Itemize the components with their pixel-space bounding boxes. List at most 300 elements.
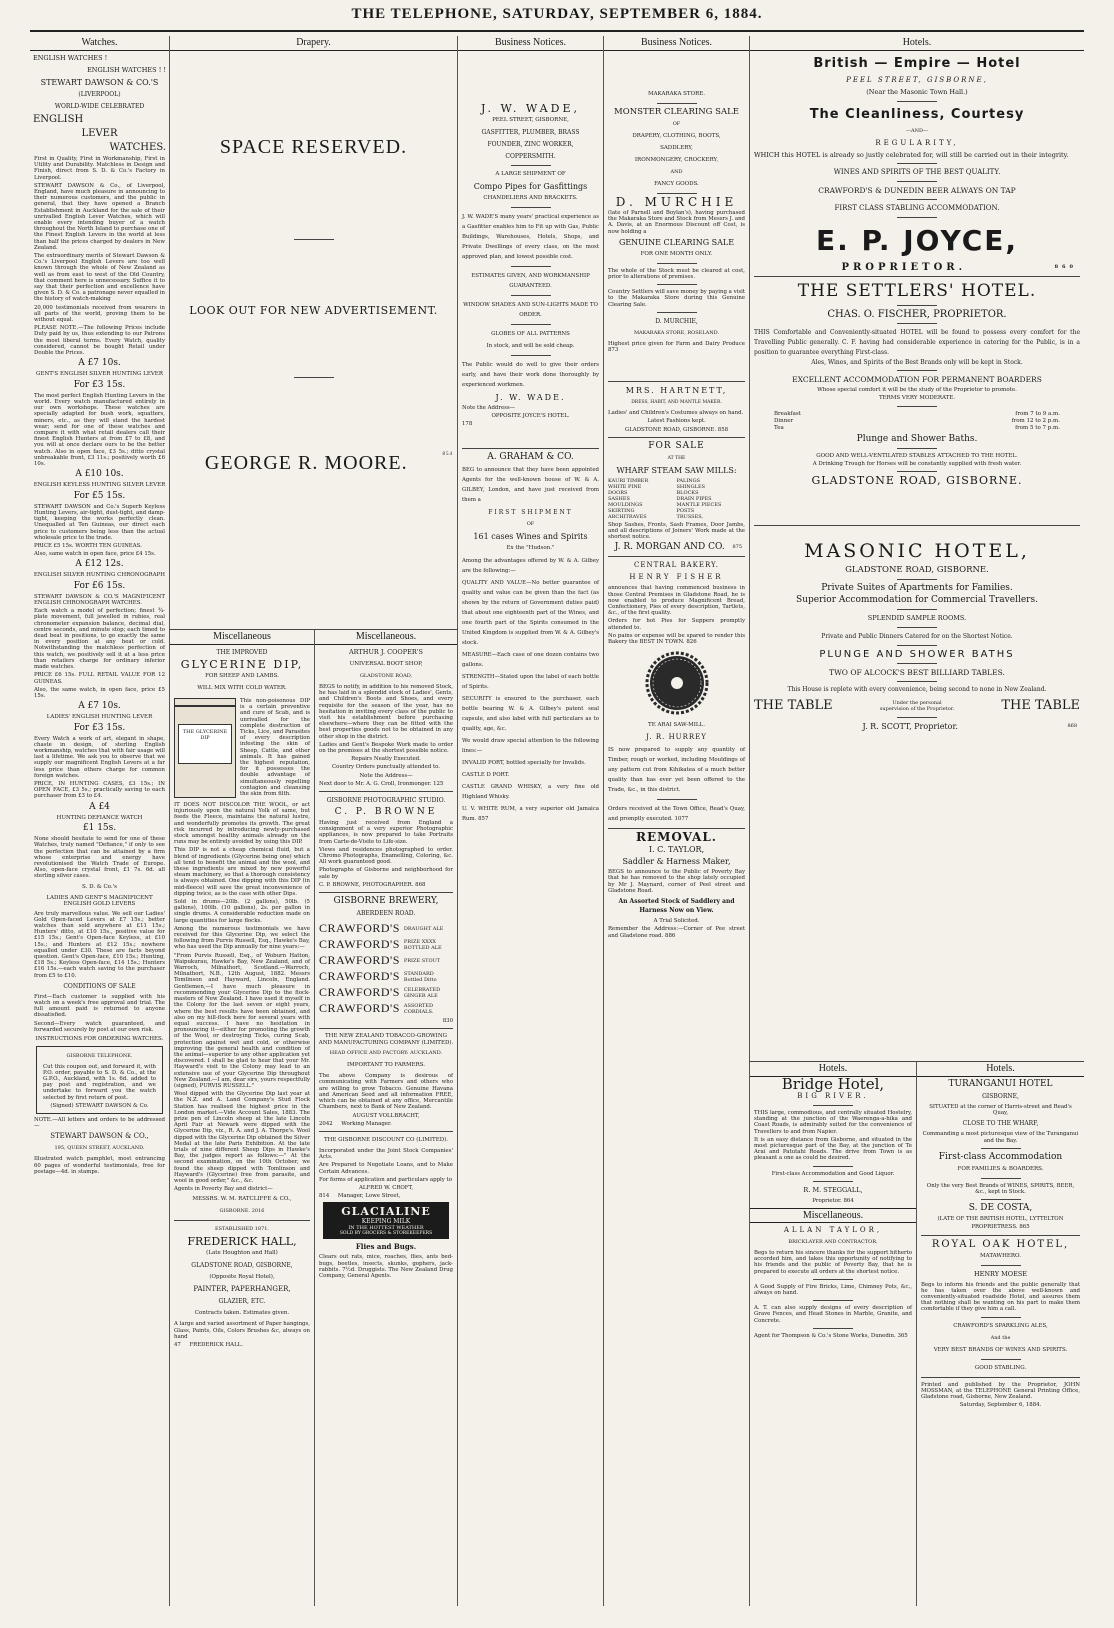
trade: FOUNDER, ZINC WORKER, xyxy=(487,141,574,148)
heading: British — Empire — Hotel xyxy=(813,56,1021,71)
paragraph: Are Prepared to Negotiate Loans, and to Make Certain Advances. xyxy=(319,1162,453,1175)
divider xyxy=(981,1148,1021,1149)
paragraph: BEGS to announce to the Public of Poverty Bay that he has removed to the shop lately occupied by Mr J. Maynard, corner of Peel street and Gladstone Road. xyxy=(608,869,745,894)
agent-name: MESSRS. W. M. RATCLIFFE & CO., xyxy=(192,1196,292,1203)
subheading: Contracts taken. Estimates given. xyxy=(194,1310,290,1317)
signature-title: Manager, Lowe Street, xyxy=(337,1193,401,1200)
divider xyxy=(657,103,697,104)
ad-number: 868 xyxy=(1067,723,1077,730)
subheading: AT THE xyxy=(667,455,686,461)
tin-rim xyxy=(175,705,235,707)
paragraph: Ladies' and Children's Costumes always on hand. xyxy=(608,410,744,417)
crawfords-row xyxy=(319,953,453,968)
crawfords-row xyxy=(319,985,453,1000)
divider xyxy=(319,1131,453,1132)
masthead: THE TELEPHONE, SATURDAY, SEPTEMBER 6, 1884. xyxy=(351,6,763,22)
subheading: THE IMPROVED xyxy=(216,649,268,656)
advertiser-name: J. R. MORGAN AND CO. xyxy=(614,542,725,553)
meal-time: from 5 to 7 p.m. xyxy=(1015,424,1060,431)
subheading: SPLENDID SAMPLE ROOMS. xyxy=(867,614,967,623)
subheading: WORLD-WIDE CELEBRATED xyxy=(54,103,145,110)
section-head: Miscellaneous. xyxy=(750,1208,916,1223)
ad-number: 873 xyxy=(608,347,619,354)
divider xyxy=(294,377,334,378)
paragraph: Each watch a model of perfection; finest ¾-plate movement, full jewelled in rubies, real chronometer expansion balance, decimal dial, centre seconds, and minute stop; each timed to dead beat in positions, to go exactly the same in every position at any heat or cold. Notwithstanding the matchless perfection of this watch, we positively sell it at a less price than retailers charge for ordinary inferior made watches. xyxy=(34,608,165,671)
signature: R. M. STEGGALL, xyxy=(803,1185,863,1194)
subheading: IMPORTANT TO FARMERS. xyxy=(346,1062,426,1069)
divider xyxy=(897,217,937,218)
paragraph xyxy=(462,804,599,824)
paragraph: J. W. WADE'S many years' practical experience as a Gasfitter enables him to Fit up with Gas, Public Buildings, Warehouses, Hotels, Shops, and Private Dwellings of every class, on the most approved plan, and lowest possible cost. xyxy=(462,214,599,260)
glacialine-line: KEEPING MILK xyxy=(361,1218,411,1226)
paragraph: PRICE, IN HUNTING CASES, £3 15s.; IN OPEN FACE, £3 5s.; practically saving to each purchaser from £3 to £4. xyxy=(34,781,165,800)
paragraph: Ladies and Gent's Bespoke Work made to order on the premises at the shortest possible notice. xyxy=(319,741,453,755)
column-head: Business Notices. xyxy=(604,36,749,51)
divider xyxy=(897,627,937,628)
paragraph: IT DOES NOT DISCOLOR THE WOOL, or act injuriously upon the natural Yolk of same, but feeds the Fleece, maintains the natural lustre, and wonderfully promotes its growth. The great risk incurred by introducing newly-purchased stock amongst healthy animals already on the runs may be entirely avoided by using this DIP. xyxy=(174,802,310,846)
heading: Bridge Hotel, xyxy=(781,1075,885,1093)
subheading: Private Suites of Apartments for Families. xyxy=(821,583,1013,594)
divider xyxy=(319,892,453,893)
paragraph: QUALITY AND VALUE—No better guarantee of quality and value can be given than the fact (as shown by the return of Government duties paid) that about one eighteenth part of the Wines, and one fourth part of the Spirits consumed in the United Kingdom is supplied from W. & A. Gilbey's stock. xyxy=(462,579,599,646)
paragraph: Note the Address— xyxy=(359,772,413,779)
subheading: Private and Public Dinners Catered for on the Shortest Notice. xyxy=(821,633,1013,641)
price: £1 15s. xyxy=(82,823,117,834)
divider xyxy=(754,276,1080,277)
subheading: HEAD OFFICE AND FACTORY: AUCKLAND. xyxy=(329,1050,443,1057)
ad-number: 860 xyxy=(1054,264,1077,270)
subheading: WINES AND SPIRITS OF THE BEST QUALITY. xyxy=(833,168,1001,176)
crawfords-kind: PRIZE STOUT xyxy=(403,957,441,964)
address: GLADSTONE ROAD, GISBORNE. xyxy=(845,565,989,576)
table-note: Under the personal supervision of the Proprietor. xyxy=(879,699,955,712)
trade: GLAZIER, ETC. xyxy=(218,1298,266,1306)
paragraph xyxy=(608,633,745,645)
column-misc-1 xyxy=(170,630,315,1606)
heading: E. P. JOYCE, xyxy=(815,224,1019,257)
subheading: An Assorted Stock of Saddlery and Harness Now on View. xyxy=(618,898,735,915)
paragraph: PLEASE NOTE.—The following Prices include Duty paid by us, thus extending to our Patrons the most liberal terms. Every Watch, quality considered, cannot be bought Retail under Double the Prices. xyxy=(34,325,165,357)
paragraph: We would draw special attention to the following lines:— xyxy=(462,737,599,754)
paragraph: PRICE £6 15s. FULL RETAIL VALUE FOR 12 GUINEAS. xyxy=(34,672,165,685)
heading: THE GISBORNE DISCOUNT CO (LIMITED). xyxy=(323,1136,449,1143)
glacialine-banner xyxy=(323,1202,449,1239)
address xyxy=(173,1207,311,1216)
subheading: REGULARITY, xyxy=(875,139,959,147)
subheading: CHAS. O. FISCHER, PROPRIETOR. xyxy=(827,309,1007,320)
subheading: CONDITIONS OF SALE xyxy=(63,982,136,990)
crawfords-kind: CELEBRATED GINGER ALE xyxy=(403,986,441,999)
paragraph: CASTLE GRAND WHISKY, a very fine old Highland Whisky. xyxy=(462,783,599,800)
ad-number: 886 xyxy=(665,932,676,939)
subheading: —AND— xyxy=(906,128,928,134)
subheading: (Late Houghton and Hall) xyxy=(206,1250,278,1257)
heading: J. W. WADE, xyxy=(481,102,580,115)
paragraph xyxy=(608,926,745,938)
ad-number: 125 xyxy=(433,780,444,787)
paragraph: This non-poisonous DIP is a certain preventive and cure of Scab, and is unrivalled for the complete destruction of Ticks, Lice, and Parasites of every description infesting the skin of Sheep, Cattle, and other animals. It has gained the highest reputation, for it possesses the double advantage of simultaneously repelling contagion and cleansing the skin from filth. xyxy=(240,698,310,798)
divider xyxy=(813,1328,853,1329)
heading: GENUINE CLEARING SALE xyxy=(618,237,735,247)
address: PEEL STREET, GISBORNE, xyxy=(846,76,988,84)
heading: MRS. HARTNETT, xyxy=(625,386,728,396)
crawfords-name: CRAWFORD'S xyxy=(319,969,400,984)
divider xyxy=(294,239,334,240)
subheading: HENRY MOESE xyxy=(973,1269,1028,1278)
paragraph: This DIP is not a cheap chemical fluid, but a blend of ingredients (Glycerine being one) which all tend to benefit the animal and the wool, and these ingredients are mixed by new powerful steam machinery, so that a thorough consistency is always obtained. One dipping with this DIP (in mid-fleece) will save the great inconvenience of dipping twice, as is the case with other Dips. xyxy=(174,847,310,897)
subheading: WILL MIX WITH COLD WATER. xyxy=(197,685,287,691)
paragraph: Also, same watch in open face, price £4 15s. xyxy=(34,551,156,558)
meal-row xyxy=(774,411,1060,418)
heading: MONSTER CLEARING SALE xyxy=(614,107,739,117)
heading: THE SETTLERS' HOTEL. xyxy=(797,281,1037,301)
paragraph xyxy=(608,341,745,353)
meal-row xyxy=(774,418,1060,425)
paragraph xyxy=(319,1121,453,1127)
paragraph: Also, the same watch, in open face, price £5 15s. xyxy=(34,686,165,699)
crawfords-kind: STANDARD Bottled Ditto xyxy=(403,970,437,983)
timber-item: MANTLE PIECES xyxy=(676,501,722,508)
heading: TURANGANUI HOTEL xyxy=(948,1079,1053,1089)
timber-item: BLOCKS xyxy=(676,489,699,496)
heading: WATCHES. xyxy=(109,142,166,153)
subheading: SADDLERY, xyxy=(660,145,693,151)
paragraph: THIS large, commodious, and centrally situated Hostelry, standing at the junction of the Waerenga-a-hika and Coast Roads, is admirably suited for the convenience of Travellers to and from Napier. xyxy=(754,1110,912,1135)
divider xyxy=(897,406,937,407)
ad-number: 1077 xyxy=(674,816,689,823)
paragraph: A Drinking Trough for Horses will be constantly supplied with fresh water. xyxy=(812,460,1022,467)
paragraph: Note the Address— xyxy=(462,405,516,411)
paragraph: WINDOW SHADES AND SUN-LIGHTS MADE TO ORDER. xyxy=(463,302,598,318)
ad-number: 2042 xyxy=(319,1120,333,1127)
glacialine-line: IN THE HOTTEST WEATHER xyxy=(348,1225,424,1232)
paragraph: INVALID PORT, bottled specially for Invalids. xyxy=(462,759,586,766)
divider xyxy=(981,1199,1021,1200)
paragraph: A Good Supply of Fire Bricks, Lime, Chimney Pots, &c., always on hand. xyxy=(754,1283,912,1297)
subheading: Ex the "Hudson." xyxy=(506,544,555,551)
paragraph: Repairs Neatly Executed. xyxy=(351,756,421,763)
divider xyxy=(981,1317,1021,1318)
paragraph: Agents in Poverty Bay and district— xyxy=(174,1186,273,1193)
heading: MASONIC HOTEL, xyxy=(804,540,1030,563)
address: 195, QUEEN STREET, AUCKLAND. xyxy=(54,1145,145,1152)
glacialine-line: SOLD BY GROCERS & STOREKEEPERS xyxy=(339,1231,433,1237)
heading: GISBORNE PHOTOGRAPHIC STUDIO. xyxy=(326,797,446,805)
item-title: ENGLISH KEYLESS HUNTING SILVER LEVER xyxy=(33,482,166,489)
timber-item: WHITE PINE xyxy=(608,483,642,490)
paragraph: Cut this coupon out, and forward it, with P.O. order, payable to S. D. & Co., at the G.P.O., Auckland, with 1s. 6d. added to pay post and registration, and we undertake to forward you the watch selected by first return of post. xyxy=(43,1063,156,1101)
address: GLADSTONE ROAD, xyxy=(359,673,413,679)
paragraph: Shop Sashes, Fronts, Sash Frames, Door Jambs, and all descriptions of Joiners' Work made at the shortest notice. xyxy=(608,521,745,541)
column-drapery xyxy=(170,36,458,630)
crawfords-row xyxy=(319,921,453,936)
divider xyxy=(657,193,697,194)
saw-blade-icon xyxy=(645,651,709,715)
divider xyxy=(813,1300,853,1301)
ad-number: 875 xyxy=(732,544,742,551)
item-title: GENT'S ENGLISH SILVER HUNTING LEVER xyxy=(36,371,163,378)
subheading: CHANDELIERS AND BRACKETS. xyxy=(483,195,578,201)
paragraph: It is an easy distance from Gisborne, and situated in the most picturesque part of the Bay, at the junction of Te Arai and Patutahi Roads. The drive from Town is as pleasant a one as could be desired. xyxy=(754,1136,912,1162)
paragraph: Every Watch a work of art, elegant in shape, chaste in design, of sterling English workmanship, watches that with fair usage will last a lifetime. We ask you to observe that we supply our magnificent English Levers at a far less price than others charge for common foreign watches. xyxy=(34,735,165,779)
timber-item: DOORS xyxy=(608,489,628,496)
meal-time: from 7 to 9 a.m. xyxy=(1015,410,1060,417)
subheading: DRESS, HABIT, AND MANTLE MAKER. xyxy=(631,400,722,406)
divider xyxy=(462,448,599,449)
meal-time: from 12 to 2 p.m. xyxy=(1011,417,1060,424)
trade: GASFITTER, PLUMBER, BRASS xyxy=(481,129,580,136)
timber-item: SASHES xyxy=(608,495,630,502)
price: A £12 12s. xyxy=(75,559,124,570)
address: MAKARAKA STORE, ROSELAND. xyxy=(633,329,720,336)
ad-number: 858 xyxy=(717,426,729,433)
divider xyxy=(657,284,697,285)
heading xyxy=(607,543,746,552)
divider xyxy=(897,305,937,306)
heading: LEVER xyxy=(81,128,118,139)
divider xyxy=(921,1235,1080,1236)
divider xyxy=(981,1178,1021,1179)
divider xyxy=(897,717,937,718)
divider xyxy=(608,556,745,557)
trade: PAINTER, PAPERHANGER, xyxy=(193,1285,291,1294)
crawfords-kind: DRAUGHT ALE xyxy=(403,925,444,932)
heading: C. P. BROWNE xyxy=(334,807,438,818)
paragraph: Sold in drums—20lb. (2 gallons), 50lb. (5 gallons), 100lb. (10 gallons), 2s. per gallon in single drums. A considerable reduction made on large quantities for large flocks. xyxy=(174,899,310,924)
imprint-date: Saturday, September 6, 1884. xyxy=(959,1402,1042,1409)
crawfords-name: CRAWFORD'S xyxy=(319,985,400,1000)
address-text: Remember the Address:—Corner of Pee street and Gladstone road. xyxy=(608,926,745,939)
heading: ALLAN TAYLOR, xyxy=(783,1226,883,1235)
paragraph: First in Quality, First in Workmanship, First in Utility and Durability. Matchless in Design and Finish, direct from S. D. & Co.'s Factory in Liverpool. xyxy=(34,156,165,181)
heading: Saddler & Harness Maker, xyxy=(622,857,731,867)
price: A £10 10s. xyxy=(75,469,124,480)
paragraph: NOTE.—All letters and orders to be addressed— xyxy=(34,1116,165,1130)
paragraph: Wool dipped with the Glycerine Dip last year at the N.Z. and A. Land Company's Stud Flock Station has realised the highest price in the London market.—Vide Account Sales, 1883. The prize pen of Lincoln sheep at the late Lincoln April Fair at Newark were dipped with the Glycerine Dip, viz., R. A. and J. A. Thorpe's. Wool dipped with the Glycerine Dip obtained the Silver Medal at the late Paris Exhibition. At the late trials of nine different Sheep Dips in Hawke's Bay, the judges report as follows:—" At the second examination, on the 10th October, we found the sheep dipped with Tomlinson and Hayward's (Glycerine) free from parasite, and wool in good order," &c., &c. xyxy=(174,1091,310,1184)
paragraph: Only the very Best Brands of WINES, SPIRITS, BEER, &c., kept in Stock. xyxy=(926,1182,1075,1196)
divider xyxy=(813,1166,853,1167)
subheading: FOR FAMILIES & BOARDERS. xyxy=(957,1165,1044,1172)
paragraph xyxy=(754,1198,912,1204)
proprietor-name: J. R. SCOTT, Proprietor. xyxy=(862,722,958,732)
heading: D. MURCHIE xyxy=(615,195,738,209)
signature: J. W. WADE. xyxy=(495,393,566,402)
item-title: LADIES' ENGLISH HUNTING LEVER xyxy=(46,714,153,721)
subheading: CRAWFORD'S & DUNEDIN BEER ALWAYS ON TAP xyxy=(818,186,1016,195)
subheading: S. D. & Co.'s xyxy=(82,883,117,890)
paragraph: Begs to inform his friends and the public generally that he has taken over the above well-known and conveniently-situated roadside Hotel, and assures them that nothing shall be wanting on his part to make them comfortable if they give him a call. xyxy=(921,1281,1080,1313)
table-banner xyxy=(754,698,1080,713)
agent-text: Agent for Thompson & Co.'s Stone Works, Dunedin. xyxy=(754,1332,896,1339)
subheading: VERY BEST BRANDS OF WINES AND SPIRITS. xyxy=(933,1346,1068,1353)
divider xyxy=(511,324,551,325)
advertiser-name: C. P. BROWNE, PHOTOGRAPHER. xyxy=(319,881,414,888)
paragraph: "From Purvis Russell, Esq., of Woburn Hatton, Waipukurau, Hawke's Bay, New Zealand, and of Warroch, Milnathort, Scotland.—Warroch, Milnathort, N.B., 12th August, 1882. Messrs Tomlinson and Hayward, Lincoln, England. Gentlemen,—I have much pleasure in recommending your Glycerine Dip to the flock-masters of New Zealand. I have used it myself in the Colony for the last seven or eight years, where the best results have been obtained, and also on my hill-flock here for several years with equal success. I have no hesitation in pronouncing it—either for promoting the growth of the Wool, or destroying Ticks, curing Scab, protection against wet and cold, or otherwise improving the general health and condition of the animal—superior to any other application yet discovered. I shall be glad to hear that your Mr. Hayward's visit to the Colony may lead to an extensive use of your Glycerine Dip throughout New Zealand.—I am, dear sirs, yours respectfully (signed), PURVIS RUSSELL." xyxy=(174,952,310,1089)
heading: ARTHUR J. COOPER'S xyxy=(348,648,424,656)
timber-item: ARCHITRAVES xyxy=(608,513,647,520)
heading: HENRY FISHER xyxy=(629,573,724,582)
paragraph: (LATE OF THE BRITISH HOTEL, LYTTELTON xyxy=(937,1216,1064,1223)
column-hotels-2 xyxy=(750,1062,917,1606)
subheading: And the xyxy=(990,1334,1011,1341)
paragraph xyxy=(921,1224,1080,1230)
divider xyxy=(897,681,937,682)
item-title: LADIES AND GENT'S MAGNIFICENT ENGLISH GOLD LEVERS xyxy=(46,894,153,908)
subheading: UNIVERSAL BOOT SHOP, xyxy=(349,661,423,667)
ad-number: 854 xyxy=(442,452,453,457)
divider xyxy=(511,295,551,296)
meal-name: Tea xyxy=(774,424,784,431)
timber-list xyxy=(608,478,745,520)
paragraph: Orders for hot Pies for Suppers promptly attended to. xyxy=(608,618,745,631)
timber-item: POSTS xyxy=(676,507,695,514)
item-title: HUNTING DEFIANCE WATCH xyxy=(56,814,143,821)
subheading xyxy=(753,263,1081,272)
heading: ENGLISH xyxy=(33,114,84,125)
column-watches xyxy=(30,36,170,1606)
subheading: EXCELLENT ACCOMMODATION FOR PERMANENT BOARDERS xyxy=(792,375,1042,385)
crawfords-row xyxy=(319,937,453,952)
paragraph xyxy=(608,804,745,824)
subheading: Plunge and Shower Baths. xyxy=(856,433,978,444)
paragraph: Country Orders punctually attended to. xyxy=(331,764,441,771)
subheading: FIRST CLASS STABLING ACCOMMODATION. xyxy=(834,204,1000,212)
paragraph: Whose special comfort it will be the study of the Proprietor to promote. xyxy=(817,387,1017,394)
brand-city: (LIVERPOOL) xyxy=(78,91,121,98)
heading: REMOVAL. xyxy=(636,830,717,845)
column-head: Drapery. xyxy=(170,36,457,51)
crawfords-name: CRAWFORD'S xyxy=(319,1001,400,1016)
item-title: ENGLISH SILVER HUNTING CHRONOGRAPH xyxy=(33,572,166,579)
subheading: GOOD STABLING. xyxy=(974,1364,1027,1371)
paragraph: Begs to return his sincere thanks for the support hitherto accorded him, and takes this opportunity of notifying to his friends and the public of Poverty Bay, that he is prepared to execute all orders at the shortest notice. xyxy=(754,1250,912,1275)
paragraph: The whole of the Stock must be cleared at cost, prior to alterations of premises. xyxy=(608,267,745,281)
paragraph: TERMS VERY MODERATE. xyxy=(878,395,956,402)
imprint: Printed and published by the Proprietor, JOHN MOSSMAN, at the TELEPHONE General Printing Office, Gladstone road, Gisborne, New Zealand. xyxy=(921,1381,1080,1401)
tin-label: THE GLYCERINE DIP xyxy=(178,724,232,764)
proprietor-label: Proprietor. xyxy=(812,1197,842,1204)
paragraph: Views and residences photographed to order. Chromo Photographs, Enamelling, Coloring, &c. All work guaranteed good. xyxy=(319,846,453,866)
heading: J. R. HURREY xyxy=(646,733,707,742)
ad-number: 865 xyxy=(1019,1224,1030,1231)
divider xyxy=(897,163,937,164)
paragraph: For forms of application and particulars apply to xyxy=(319,1176,452,1183)
product-text: U. V. WHITE RUM, a very superior old Jamaica Rum. xyxy=(462,805,599,822)
subheading: TWO OF ALCOCK'S BEST BILLIARD TABLES. xyxy=(829,668,1005,678)
ad-number: 864 xyxy=(843,1197,854,1204)
saw-blade-svg xyxy=(645,651,709,715)
paragraph: Ales, Wines, and Spirits of the Best Brands only will be kept in Stock. xyxy=(811,359,1023,366)
space-reserved: SPACE RESERVED. xyxy=(219,136,408,158)
crawfords-name: CRAWFORD'S xyxy=(319,921,400,936)
paragraph: STRENGTH—Stated upon the label of each bottle of Spirits. xyxy=(462,673,599,690)
heading: Compo Pipes for Gasfittings xyxy=(473,182,588,191)
ad-number: 857 xyxy=(478,815,489,822)
paragraph: Among the advantages offered by W. & A. Gilbey are the following:— xyxy=(462,557,599,574)
divider xyxy=(754,525,1080,526)
address-text: GLADSTONE ROAD, GISBORNE. xyxy=(624,426,717,433)
ad-number: 830 xyxy=(442,1018,453,1025)
paragraph: Incorporated under the Joint Stock Companies' Acts. xyxy=(319,1147,453,1161)
ad-number: 826 xyxy=(686,639,697,646)
timber-item: PALINGS xyxy=(676,477,701,484)
crawfords-kind: PRIZE XXXX BOTTLED ALE xyxy=(403,938,442,951)
divider xyxy=(897,323,937,324)
heading: GISBORNE BREWERY, xyxy=(333,896,439,907)
proprietor-label: PROPRIETOR. xyxy=(841,262,967,273)
trade: COPPERSMITH. xyxy=(505,153,556,160)
subheading: Superior Accommodation for Commercial Travellers. xyxy=(796,595,1038,606)
paragraph: A large and varied assortment of Paper hangings, Glass, Paints, Oils, Colors Brushes &c, always on hand xyxy=(174,1321,310,1340)
paragraph: Are truly marvellous value. We sell our Ladies' Gold Open-faced Levers at £7 15s.; better watches than sold anywhere at £11 15s.; Hunters' ditto, at £10 15s., positive value for £15 15s.; Gent's Open-face Keyless, at £10 15s.; and Hunters at £12 15s.; nowhere equalled under £30. These are facts beyond question. Gent's Open-face, £10 15s.; Hunting, £18 5s.; Keyless Open-face, £14 15s.; Hunters £16 15s.—each watch saving to the purchaser from £5 to £10. xyxy=(34,910,165,979)
paragraph: THIS Comfortable and Conveniently-situated HOTEL will be found to possess every comfort for the Travelling Public generally. C. F. having had considerable experience in catering for the Public, is in a position to guarantee everything First-class. xyxy=(754,329,1080,356)
paragraph: Clears out rats, mice, roaches, flies, ants bed-bugs, beetles, insects, skunks, gophers, jack-rabbits. 7½d. Druggists. The New Zealand Drug Company, General Agents. xyxy=(319,1254,453,1279)
heading: Flies and Bugs. xyxy=(355,1242,417,1252)
column-head: Business Notices. xyxy=(458,36,603,51)
column-hotels xyxy=(750,36,1084,1062)
subheading: BRICKLAYER AND CONTRACTOR. xyxy=(788,1239,878,1246)
divider xyxy=(657,263,697,264)
top-rule xyxy=(30,30,1084,32)
brand-name: STEWART DAWSON & CO.'S xyxy=(40,78,159,87)
paragraph: announces that having commenced business in those Central Premises in Gladstone Road, he is now enabled to produce Magnificent Bread, Confectionery, Pies of every description, Tartlets, &c., of the first quality. xyxy=(608,585,745,617)
paragraph: A Trial Solicited. xyxy=(653,918,700,925)
address xyxy=(608,427,745,433)
subheading: PLUNGE AND SHOWER BATHS xyxy=(819,649,1015,661)
column-head: Miscellaneous. xyxy=(315,630,457,645)
ad-number: 47 xyxy=(174,1342,181,1348)
paragraph: ESTIMATES GIVEN, AND WORKMANSHIP GUARANTEED. xyxy=(471,273,590,289)
divider xyxy=(657,799,697,800)
paragraph: STEWART DAWSON and Co.'s Superb Keyless Hunting Levers, air-tight, dust-tight, and damp-tight, keeping the works perfectly clean. Unequalled at Ten Guineas, our direct each price to customers being less than the actual wholesale price to the trade. xyxy=(34,503,165,541)
paragraph: First—Each customer is supplied with his watch on a week's free approval and trial. The full amount paid is returned to anyone dissatisfied. xyxy=(34,993,165,1019)
paragraph xyxy=(319,1193,453,1199)
heading: The Cleanliness, Courtesy xyxy=(809,107,1025,122)
subheading: IRONMONGERY, CROCKERY, xyxy=(634,157,719,163)
paragraph xyxy=(319,781,453,787)
subheading: A LARGE SHIPMENT OF xyxy=(495,171,566,177)
column-head: Hotels. xyxy=(750,36,1084,51)
price: For £5 15s. xyxy=(73,490,126,501)
coupon-head: GISBORNE TELEPHONE. xyxy=(66,1052,133,1059)
subheading: CLOSE TO THE WHARF, xyxy=(962,1120,1039,1128)
divider xyxy=(897,579,937,580)
subheading: FOR ONE MONTH ONLY. xyxy=(640,250,713,257)
heading: WHARF STEAM SAW MILLS: xyxy=(616,465,737,475)
address: GLADSTONE ROAD, GISBORNE. xyxy=(811,474,1023,488)
divider xyxy=(897,471,937,472)
ad-number: 178 xyxy=(462,421,473,428)
heading: First-class Accommodation xyxy=(938,1151,1063,1162)
price: A £7 10s. xyxy=(78,701,121,712)
paragraph: WHICH this HOTEL is already so justly celebrated for, will still be carried out in their integrity. xyxy=(754,151,1069,159)
timber-item: SHINGLES xyxy=(676,483,706,490)
subheading: ESTABLISHED 1871. xyxy=(214,1226,270,1233)
ad-number: 814 xyxy=(319,1193,330,1200)
signature-title: Working Manager. xyxy=(341,1120,392,1127)
meal-row xyxy=(774,425,1060,432)
signature: D. MURCHIE, xyxy=(655,317,698,325)
paragraph: None should hesitate to send for one of these Watches, truly named "Defiance," if only to see the perfection that can be attained by a firm whose enterprise and energy have revolutionised the Watch Trade of Europe. Also, open-face crystal front, £1 7s. 6d. all sterling silver cases. xyxy=(34,836,165,880)
table-right: THE TABLE xyxy=(1001,698,1080,714)
subheading: AND xyxy=(670,169,683,175)
heading: 161 cases Wines and Spirits xyxy=(473,531,588,541)
divider xyxy=(897,448,937,449)
paragraph xyxy=(754,1333,912,1339)
paragraph: Illustrated watch pamphlet, most entrancing 60 pages of wonderful testimonials, free for postage—4d. in stamps. xyxy=(34,1156,165,1175)
timber-item: KAURI TIMBER xyxy=(608,477,649,484)
column-business-1 xyxy=(458,36,604,1606)
